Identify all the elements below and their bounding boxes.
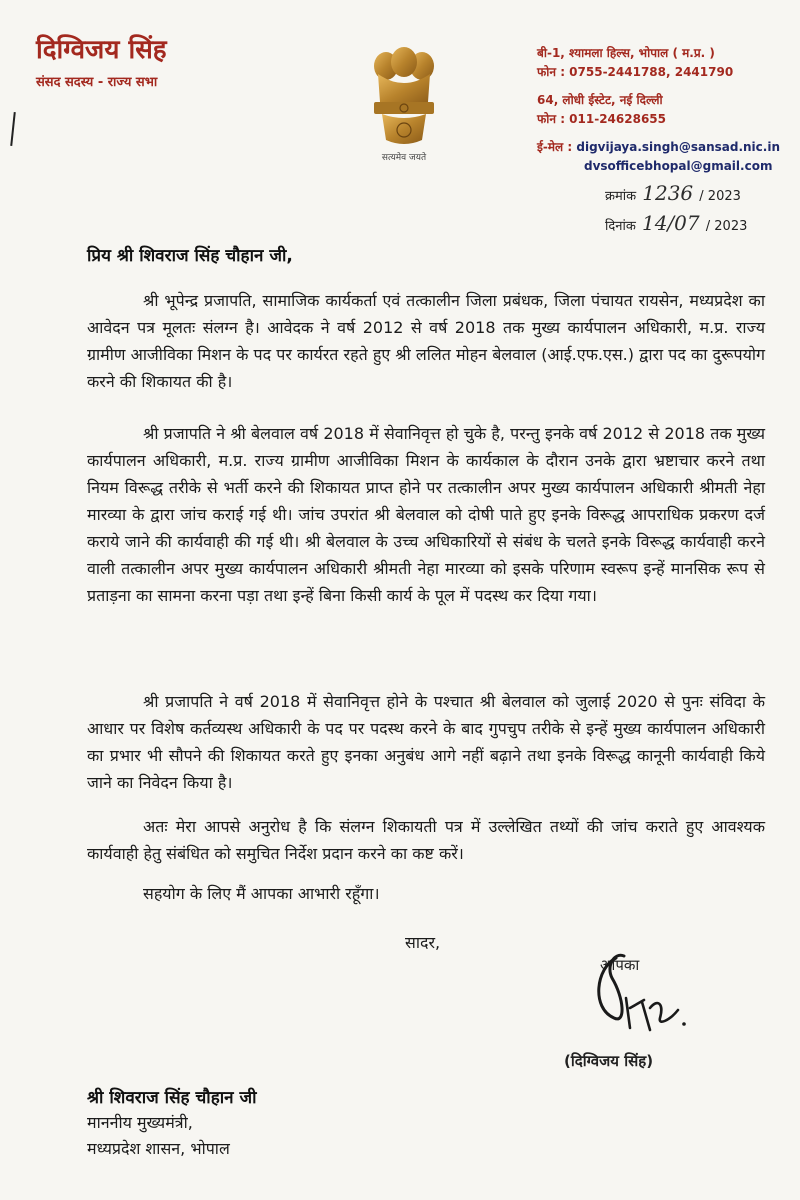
letterhead-title: संसद सदस्य - राज्य सभा: [36, 75, 158, 90]
email-label: ई-मेल :: [537, 140, 573, 154]
reference-date-label: दिनांक: [605, 219, 636, 234]
email-secondary: dvsofficebhopal@gmail.com: [584, 159, 773, 173]
paragraph-4: अतः मेरा आपसे अनुरोध है कि संलग्न शिकायती पत्र में उल्लेखित तथ्यों की जांच कराते हुए आवश्यक कार्यवाही हेतु संबंधित को समुचित निर्देश प्रदान करने का कष्ट करें।: [87, 817, 765, 863]
address-delhi: 64, लोधी ईस्टेट, नई दिल्ली: [537, 93, 663, 107]
signer-name: (दिग्विजय सिंह): [564, 1052, 654, 1070]
phone-bhopal: फोन : 0755-2441788, 2441790: [537, 65, 734, 79]
closing-aapka: आपका: [600, 956, 640, 974]
closing: सादर,: [405, 933, 441, 952]
emblem-motto: सत्यमेव जयते: [381, 153, 427, 163]
margin-mark: [10, 112, 16, 146]
reference-block: [605, 180, 747, 240]
addressee-name: श्री शिवराज सिंह चौहान जी: [87, 1088, 257, 1108]
reference-number-year: / 2023: [699, 189, 741, 204]
reference-date: [605, 210, 747, 240]
reference-number: [605, 180, 747, 210]
paragraph-3: श्री प्रजापति ने वर्ष 2018 में सेवानिवृत्त होने के पश्चात श्री बेलवाल को जुलाई 2020 से पुनः संविदा के आधार पर विशेष कर्तव्यस्थ अधिकारी के पद पर पदस्थ करने के बाद गुपचुप तरीके से इन्हें मुख्य कार्यपालन अधिकारी का प्रभार भी सौपने की शिकायत करते हुए इनका अनुबंध आगे नहीं बढ़ाने तथा इनके विरूद्ध कानूनी कार्यवाही किये जाने का निवेदन किया है।: [87, 692, 765, 792]
address-bhopal: बी-1, श्यामला हिल्स, भोपाल ( म.प्र. ): [537, 46, 715, 60]
national-emblem-icon: [364, 44, 444, 154]
reference-number-value: 1236: [642, 181, 694, 205]
reference-date-value: 14/07: [641, 211, 700, 235]
paragraph-2: श्री प्रजापति ने श्री बेलवाल वर्ष 2018 में सेवानिवृत्त हो चुके है, परन्तु इनके वर्ष 2012 से 2018 तक मुख्य कार्यपालन अधिकारी, म.प्र. राज्य ग्रामीण आजीविका मिशन के कार्यकाल के दौरान उनके द्वारा भ्रष्टाचार करने तथा नियम विरूद्ध तरीके से भर्ती करने की शिकायत प्राप्त होने पर तत्कालीन अपर मुख्य कार्यपालन अधिकारी श्रीमती नेहा मारव्या के द्वारा जांच कराई गई थी। जांच उपरांत श्री बेलवाल को दोषी पाते हुए इनके विरूद्ध आपराधिक प्रकरण दर्ज कराये जाने की कार्यवाही की गई थी। श्री बेलवाल के उच्च अधिकारियों से संबंध के चलते इनके विरूद्ध कार्यवाही करने वाली तत्कालीन अपर मुख्य कार्यपालन अधिकारी श्रीमती नेहा मारव्या को इसके परिणाम स्वरूप इन्हें मानसिक रूप से प्रताड़ना का सामना करना पड़ा तथा इन्हें बिना किसी कार्य के पूल में पदस्थ कर दिया गया।: [87, 424, 765, 605]
letterhead-name: दिग्विजय सिंह: [36, 35, 167, 65]
addressee-office: मध्यप्रदेश शासन, भोपाल: [87, 1139, 230, 1158]
salutation: प्रिय श्री शिवराज सिंह चौहान जी,: [87, 246, 293, 266]
paragraph-1: श्री भूपेन्द्र प्रजापति, सामाजिक कार्यकर्ता एवं तत्कालीन जिला प्रबंधक, जिला पंचायत रायसेन, मध्यप्रदेश का आवेदन पत्र मूलतः संलग्न है। आवेदक ने वर्ष 2012 से वर्ष 2018 तक मुख्य कार्यपालन अधिकारी, म.प्र. राज्य ग्रामीण आजीविका मिशन के पद पर कार्यरत रहते हुए श्री ललित मोहन बेलवाल (आई.एफ.एस.) द्वारा पद का दुरूपयोग करने की शिकायत की है।: [87, 291, 765, 391]
letterhead-contact: [537, 44, 780, 176]
phone-delhi: फोन : 011-24628655: [537, 112, 667, 126]
paragraph-5: सहयोग के लिए मैं आपका आभारी रहूँगा।: [143, 884, 380, 903]
reference-number-label: क्रमांक: [605, 189, 637, 204]
email-row: [537, 138, 780, 157]
email-primary: digvijaya.singh@sansad.nic.in: [576, 140, 780, 154]
reference-date-year: / 2023: [705, 219, 748, 234]
addressee-designation: माननीय मुख्यमंत्री,: [87, 1113, 193, 1132]
signature-icon: [586, 938, 696, 1048]
